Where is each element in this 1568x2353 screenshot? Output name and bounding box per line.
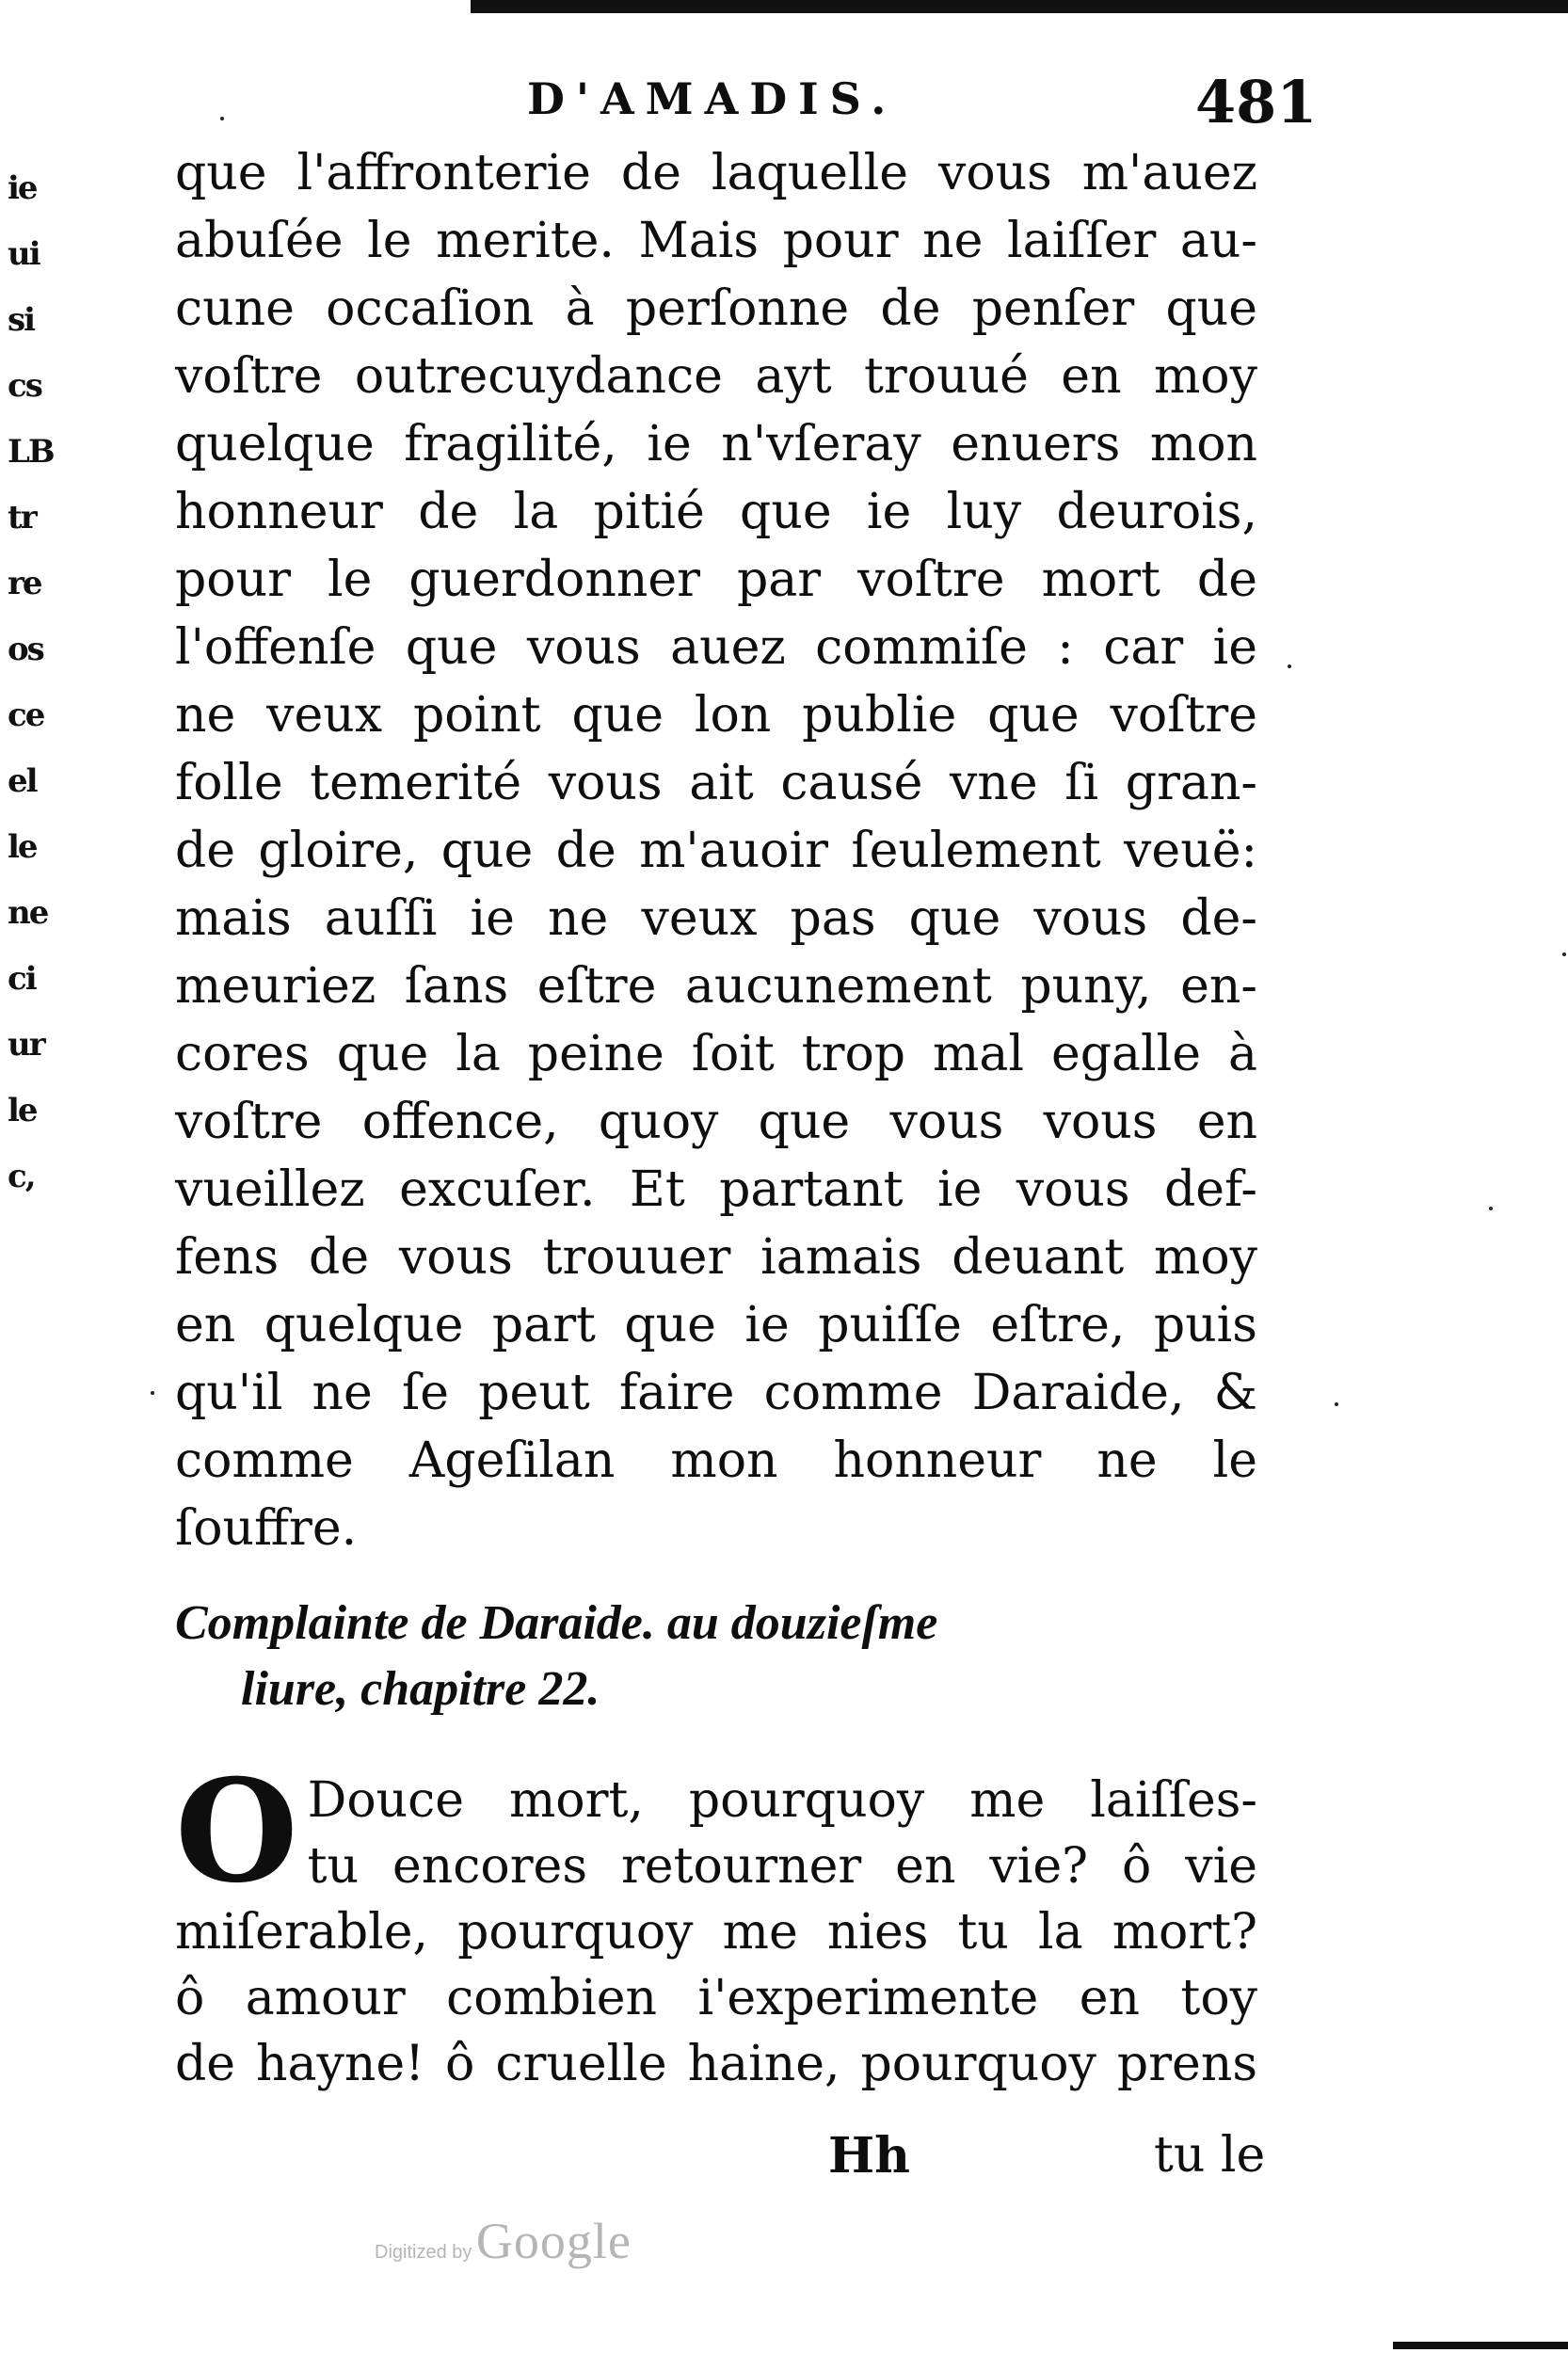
facing-page-margin xyxy=(0,151,75,1242)
margin-fragment: c, xyxy=(8,1158,35,1195)
margin-fragment: ui xyxy=(8,235,40,273)
text-line: de gloire, que de m'auoir ſeulement veuë: xyxy=(175,823,1257,879)
text-line: cune occaſion à perſonne de penſer que xyxy=(175,280,1257,337)
margin-fragment: ie xyxy=(8,169,37,207)
speck xyxy=(1288,664,1291,668)
section-heading-line1: Complainte de Daraide. au douzieſme xyxy=(175,1596,938,1650)
text-line: abuſée le merite. Mais pour ne laiſſer au- xyxy=(175,213,1257,269)
text-line: voſtre offence, quoy que vous vous en xyxy=(175,1094,1257,1150)
text-line: fens de vous trouuer iamais deuant moy xyxy=(175,1229,1257,1286)
margin-fragment: el xyxy=(8,762,37,800)
bottom-edge-rule xyxy=(1393,2342,1568,2349)
text-line: vueillez excuſer. Et partant ie vous def- xyxy=(175,1161,1257,1218)
text-line: meuriez ſans eſtre aucunement puny, en- xyxy=(175,958,1257,1015)
margin-fragment: ne xyxy=(8,894,48,932)
text-line: honneur de la pitié que ie luy deurois, xyxy=(175,484,1257,540)
section-heading xyxy=(175,1591,1257,1722)
section-heading-line2: liure, chapitre 22. xyxy=(241,1662,600,1716)
complainte-text xyxy=(175,1749,1257,2097)
margin-fragment: tr xyxy=(8,499,36,536)
speck xyxy=(1562,952,1566,956)
text-line: pour le guerdonner par voſtre mort de xyxy=(175,552,1257,608)
top-edge-rule xyxy=(471,0,1568,13)
margin-fragment: re xyxy=(8,565,41,602)
margin-fragment: cs xyxy=(8,367,41,405)
digitized-prefix: Digitized by xyxy=(375,2242,472,2263)
signature-mark: Hh xyxy=(828,2127,910,2185)
text-line: ſouffre. xyxy=(175,1500,358,1557)
text-line: ô amour combien i'experimente en toy xyxy=(175,1970,1257,2026)
text-line: miſerable, pourquoy me nies tu la mort? xyxy=(175,1904,1257,1961)
margin-fragment: os xyxy=(8,631,43,668)
text-line: cores que la peine ſoit trop mal egalle à xyxy=(175,1026,1257,1082)
speck xyxy=(220,117,224,120)
text-line: l'offenſe que vous auez commiſe : car ie xyxy=(175,619,1257,676)
text-line: qu'il ne ſe peut faire comme Daraide, & xyxy=(175,1365,1257,1421)
text-line: quelque fragilité, ie n'vſeray enuers mon xyxy=(175,416,1257,472)
text-line: folle temerité vous ait causé vne ſi gran- xyxy=(175,755,1257,811)
margin-fragment: le xyxy=(8,828,37,866)
speck xyxy=(1335,1402,1338,1406)
page-number: 481 xyxy=(1195,68,1318,136)
running-head: D'AMADIS. xyxy=(527,73,898,124)
text-line: de hayne! ô cruelle haine, pourquoy prens xyxy=(175,2036,1257,2092)
text-line: que l'affronterie de laquelle vous m'auez xyxy=(175,145,1257,201)
text-line: voſtre outrecuydance ayt trouué en moy xyxy=(175,348,1257,405)
speck xyxy=(1489,1207,1493,1210)
catchword: tu le xyxy=(1154,2127,1266,2184)
margin-fragment: ci xyxy=(8,960,36,998)
text-line: en quelque part que ie puiſſe eſtre, puis xyxy=(175,1297,1257,1353)
text-line: ne veux point que lon publie que voſtre xyxy=(175,687,1257,744)
text-line: comme Ageſilan mon honneur ne le xyxy=(175,1433,1257,1489)
speck xyxy=(151,1391,154,1395)
margin-fragment: ce xyxy=(8,696,44,734)
text-line: tu encores retourner en vie? ô vie xyxy=(307,1838,1257,1895)
drop-cap: O xyxy=(175,1749,298,1914)
body-text xyxy=(175,139,1257,1562)
digitized-watermark xyxy=(375,2212,632,2270)
margin-fragment: si xyxy=(8,301,35,339)
google-logo: Google xyxy=(475,2213,632,2269)
text-line: Douce mort, pourquoy me laiſſes- xyxy=(307,1772,1257,1829)
margin-fragment: ur xyxy=(8,1026,44,1064)
text-line: mais auſſi ie ne veux pas que vous de- xyxy=(175,890,1257,947)
margin-fragment: LB xyxy=(8,433,54,471)
margin-fragment: le xyxy=(8,1092,37,1129)
